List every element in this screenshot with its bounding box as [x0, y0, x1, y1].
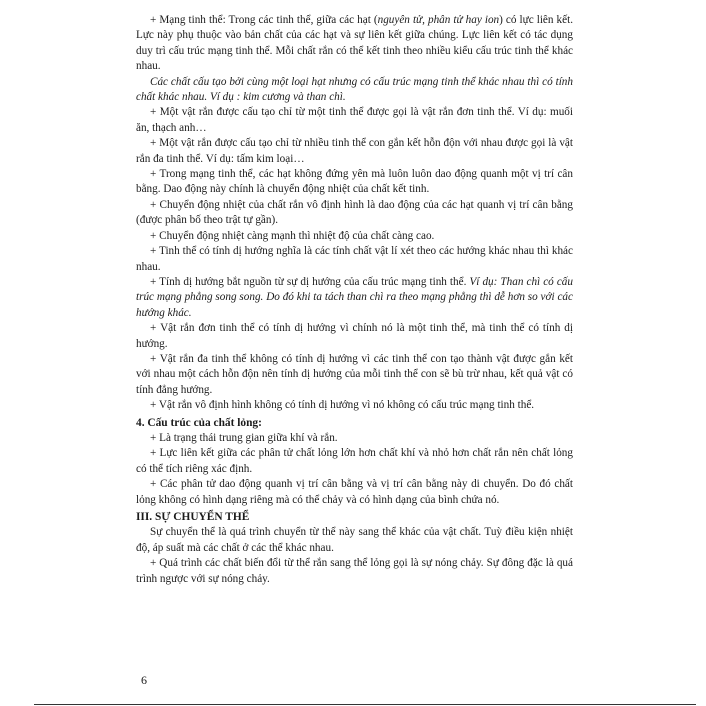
paragraph-example-diamond-graphite: Các chất cấu tạo bởi cùng một loại hạt nhưng có cấu trúc mạng tinh thể khác nhau thì có tính chất khác nhau. Ví dụ : kim cương và than chì.: [136, 75, 573, 104]
text-run: + Tính dị hướng bắt nguồn từ sự dị hướng của cấu trúc mạng tinh thể.: [150, 275, 470, 288]
paragraph-single-crystal-anisotropy: + Vật rắn đơn tinh thể có tính dị hướng vì chính nó là một tinh thể, mà tinh thể có tính dị hướng.: [136, 322, 573, 350]
heading-phase-transition: III. SỰ CHUYỂN THỂ: [136, 511, 250, 523]
page-number: 6: [141, 673, 147, 687]
page-body: [136, 13, 573, 587]
paragraph-polycrystal-isotropy: + Vật rắn đa tinh thể không có tính dị hướng vì các tinh thể con tạo thành vật được gắn kết với nhau một cách hỗn độn nên tính dị hướng của mỗi tinh thể con sẽ bù trừ nhau, kết quả vật có tính đẳng hướng.: [136, 352, 573, 396]
paragraph-liquid-forces: + Lực liên kết giữa các phân tử chất lỏng lớn hơn chất khí và nhỏ hơn chất rắn nên chất lỏng có thể tích riêng xác định.: [136, 447, 573, 475]
paragraph-liquid-intermediate: + Là trạng thái trung gian giữa khí và rắn.: [150, 431, 338, 444]
paragraph-liquid-motion: + Các phân tử dao động quanh vị trí cân bằng và vị trí cân bằng này di chuyển. Do đó chất lỏng không có hình dạng riêng mà có thể chảy và có hình dạng của bình chứa nó.: [136, 478, 573, 506]
paragraph-thermal-motion: + Trong mạng tinh thể, các hạt không đứng yên mà luôn luôn dao động quanh một vị trí cân bằng. Dao động này chính là chuyển động nhiệt của chất kết tinh.: [136, 168, 573, 196]
heading-liquid-structure: 4. Cấu trúc của chất lỏng:: [136, 416, 262, 429]
bottom-rule: [34, 704, 696, 705]
italic-text-run: Ví dụ: Than chì có cấu trúc mạng phẳng song song. Do đó khi ta tách than chì ra theo mạng phẳng thì dễ hơn so với các hướng khác.: [136, 275, 573, 319]
paragraph-temperature: + Chuyển động nhiệt càng mạnh thì nhiệt độ của chất càng cao.: [150, 229, 435, 242]
paragraph-anisotropy: + Tinh thể có tính dị hướng nghĩa là các tính chất vật lí xét theo các hướng khác nhau thì khác nhau.: [136, 245, 573, 273]
paragraph-transition-definition: Sự chuyển thể là quá trình chuyển từ thể này sang thể khác của vật chất. Tuỳ điều kiện nhiệt độ, áp suất mà các chất ở các thể khác nhau.: [136, 526, 573, 554]
text-run: + Mạng tinh thể: Trong các tinh thể, giữa các hạt (: [150, 14, 378, 26]
paragraph-melting: + Quá trình các chất biến đổi từ thể rắn sang thể lỏng gọi là sự nóng chảy. Sự đông đặc là quá trình ngược với sự nóng chảy.: [136, 557, 573, 585]
paragraph-single-crystal: + Một vật rắn được cấu tạo chỉ từ một tinh thể được gọi là vật rắn đơn tinh thể. Ví dụ: muối ăn, thạch anh…: [136, 106, 573, 134]
paragraph-amorphous-isotropy: + Vật rắn vô định hình không có tính dị hướng vì nó không có cấu trúc mạng tinh thể.: [150, 399, 535, 412]
text-run: ) có lực liên kết. Lực này phụ thuộc vào bản chất của các hạt và sự liên kết giữa chúng. Lực liên kết có tác dụng duy trì cấu trúc mạng tinh thể. Mỗi chất rắn có thể kết tinh theo nhiều kiểu cấu trúc tinh thể khác nhau.: [136, 14, 573, 73]
paragraph-anisotropy-origin: [136, 275, 573, 321]
paragraph-amorphous-motion: + Chuyển động nhiệt của chất rắn vô định hình là dao động của các hạt quanh vị trí cân bằng (được phân bố theo trật tự gần).: [136, 198, 573, 227]
paragraph-crystal-lattice: [136, 13, 573, 75]
paragraph-polycrystal: + Một vật rắn được cấu tạo chỉ từ nhiều tinh thể con gắn kết hỗn độn với nhau được gọi là vật rắn đa tinh thể. Ví dụ: tấm kim loại…: [136, 137, 573, 165]
italic-text-run: nguyên tử, phân tử hay ion: [377, 14, 500, 26]
